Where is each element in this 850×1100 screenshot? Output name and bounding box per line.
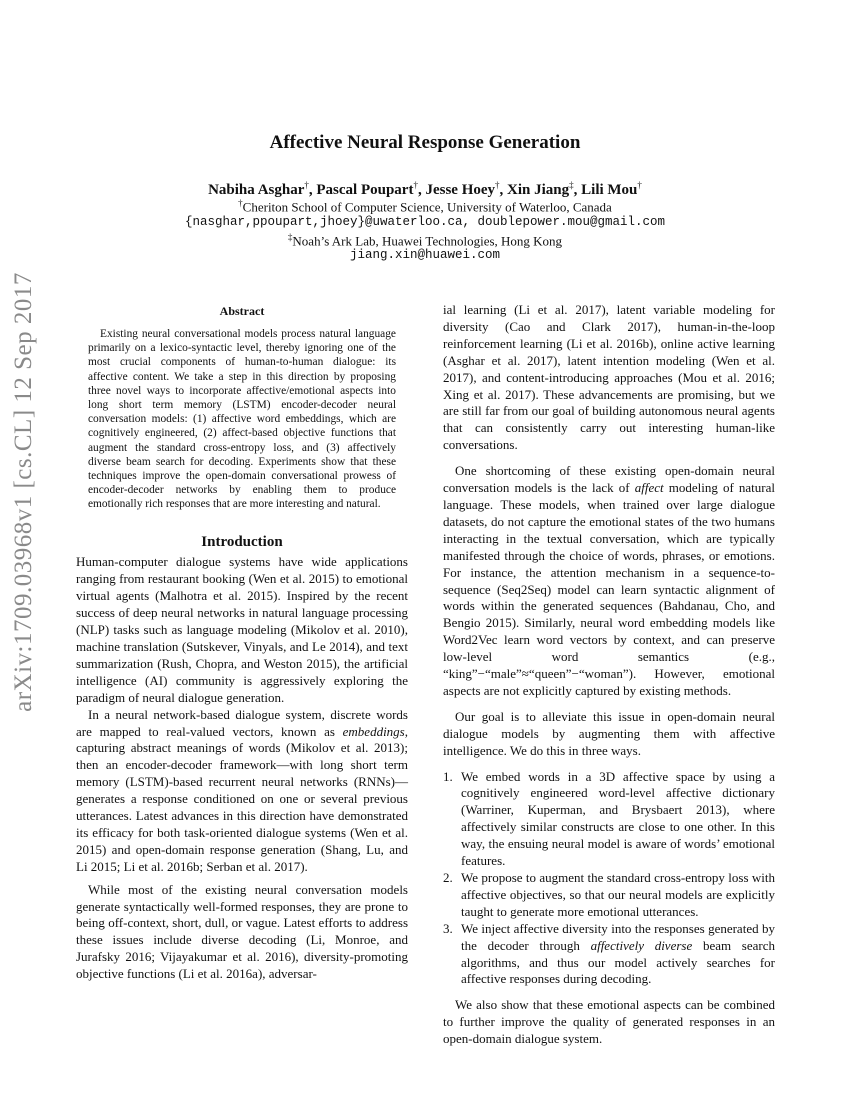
paper-title: Affective Neural Response Generation: [269, 132, 581, 153]
paragraph-text: One shortcoming of these existing open-domain neural conversation models is the lack of: [443, 463, 775, 496]
list-number: 2.: [443, 870, 453, 885]
right-column: [443, 302, 775, 1048]
author-mark: †: [637, 180, 642, 190]
introduction-heading: Introduction: [201, 533, 283, 550]
intro-paragraph-6: We also show that these emotional aspects can be combined to further improve the quality of generated responses in an open-domain dialogue system.: [443, 997, 775, 1047]
emphasis-text: affect: [634, 480, 664, 496]
affiliation-text: Noah’s Ark Lab, Huawei Technologies, Hong Kong: [292, 233, 563, 249]
author-name: Pascal Poupart: [316, 182, 414, 198]
intro-paragraph-3-continued: ial learning (Li et al. 2017), latent variable modeling for diversity (Cao and Clark 2017), human-in-the-loop reinforcement learning (Li et al. 2016b), online active learning (Asghar et al. 2017), latent intention modeling (Wen et al. 2017), and content-introducing approaches (Mou et al. 2016; Xing et al. 2017). These advancements are promising, but we are still far from our goal of building autonomous neural agents that can consistently carry out interesting human-like conversations.: [443, 302, 775, 453]
intro-paragraph-2: [76, 707, 408, 876]
list-item-text: We embed words in a 3D affective space by using a cognitively engineered word-level affective dictionary (Warriner, Kuperman, and Brysbaert 2013), where affectively similar constructs are close to one other. In this way, the ensuing neural model is aware of words’ emotional features.: [461, 768, 775, 869]
author-name: Jesse Hoey: [425, 182, 496, 198]
intro-paragraph-5: Our goal is to alleviate this issue in open-domain neural dialogue models by augmenting them with affective intelligence. We do this in three ways.: [443, 708, 775, 758]
author-name: Nabiha Asghar: [208, 182, 305, 198]
author-list: Nabiha Asghar†, Pascal Poupart†, Jesse Hoey†, Xin Jiang‡, Lili Mou†: [208, 180, 642, 198]
paragraph-text: In a neural network-based dialogue system, discrete words are mapped to real-valued vectors, known as: [76, 706, 408, 739]
affiliation-mark: †: [238, 198, 243, 208]
left-column: [76, 303, 408, 983]
emphasis-text: affectively diverse: [590, 937, 693, 953]
affiliation-text: Cheriton School of Computer Science, University of Waterloo, Canada: [242, 199, 612, 215]
affiliation-mark: ‡: [287, 232, 293, 242]
author-name: Lili Mou: [581, 182, 638, 198]
emphasis-text: embeddings: [342, 723, 405, 739]
affiliation-1-emails: {nasghar,ppoupart,jhoey}@uwaterloo.ca, doublepower.mou@gmail.com: [184, 215, 666, 229]
author-mark: †: [495, 180, 500, 190]
author-name: Xin Jiang: [507, 182, 570, 198]
abstract-heading: Abstract: [219, 304, 265, 318]
affiliation-2: [0, 232, 850, 249]
author-mark: ‡: [569, 180, 574, 190]
paragraph-text: , capturing abstract meanings of words (Mikolov et al. 2013); then an encoder-decoder framework—with long short term memory (LSTM)-based recurrent neural networks (RNNs)—generates a response conditioned on one or several previous utterances. Latest advances in this direction have demonstrated its efficacy for both task-oriented dialogue systems (Wen et al. 2015) and open-domain response generation (Shang, Lu, and Li 2015; Li et al. 2016b; Serban et al. 2017).: [76, 723, 408, 874]
list-item-text: beam search algorithms, and thus our model actively searches for affective responses during decoding.: [461, 937, 775, 987]
intro-paragraph-3: While most of the existing neural conversation models generate syntactically well-formed responses, they are prone to being off-context, short, dull, or vague. Latest efforts to address these issues include diverse decoding (Li, Monroe, and Jurafsky 2016; Vijayakumar et al. 2016), diversity-promoting objective functions (Li et al. 2016a), adversar-: [76, 881, 408, 982]
intro-paragraph-1: Human-computer dialogue systems have wide applications ranging from restaurant booking (Wen et al. 2015) to emotional virtual agents (Malhotra et al. 2015). Inspired by the recent success of deep neural networks in natural language processing (NLP) tasks such as language modeling (Mikolov et al. 2010), machine translation (Sutskever, Vinyals, and Le 2014), and text summarization (Rush, Chopra, and Weston 2015), the artificial intelligence (AI) community is aggressively exploring the paradigm of neural dialogue generation.: [76, 554, 408, 705]
paragraph-text: modeling of natural language. These models, when trained over large dialogue datasets, do not capture the emotional states of the two humans interacting in the textual conversation, which are typically manifested through the choice of words, phrases, or emotions. For instance, the attention mechanism in a sequence-to-sequence (Seq2Seq) model can learn syntactic alignment of words within the generated sequences (Bahdanau, Cho, and Bengio 2015). Similarly, neural word embedding models like Word2Vec learn word vectors by context, and can preserve low-level word semantics (e.g., “king”−“male”≈“queen”−“woman”). However, emotional aspects are not explicitly captured by existing methods.: [443, 480, 775, 698]
list-item: [443, 870, 775, 921]
list-number: 3.: [443, 920, 453, 936]
list-item-text: We propose to augment the standard cross-entropy loss with affective objectives, so that our neural models are explicitly taught to generate more emotional utterances.: [461, 870, 775, 919]
author-mark: †: [413, 180, 418, 190]
arxiv-sidebar: [4, 272, 44, 712]
list-number: 1.: [443, 768, 453, 784]
intro-paragraph-4: [443, 463, 775, 700]
list-item: [443, 921, 775, 989]
list-item: [443, 769, 775, 870]
abstract-text: Existing neural conversational models process natural language primarily on a lexico-syntactic level, thereby ignoring one of the most crucial components of human-to-human dialogue: its affective content. We take a step in this direction by proposing three novel ways to incorporate affective/emotional aspects into long short term memory (LSTM) encoder-decoder neural conversation models: (1) affective word embeddings, which are cognitively engineered, (2) affect-based objective functions that augment the standard cross-entropy loss, and (3) affectively diverse beam search for decoding. Experiments show that these techniques improve the open-domain conversational prowess of encoder-decoder networks by enabling them to produce emotionally rich responses that are more interesting and natural.: [88, 327, 396, 511]
affiliation-1: [0, 198, 850, 215]
affiliation-2-email: jiang.xin@huawei.com: [349, 248, 501, 262]
list-item-text: We inject affective diversity into the responses generated by the decoder through: [461, 920, 775, 953]
arxiv-identifier: arXiv:1709.03968v1 [cs.CL] 12 Sep 2017: [10, 272, 37, 712]
contributions-list: [443, 769, 775, 989]
author-mark: †: [304, 180, 309, 190]
